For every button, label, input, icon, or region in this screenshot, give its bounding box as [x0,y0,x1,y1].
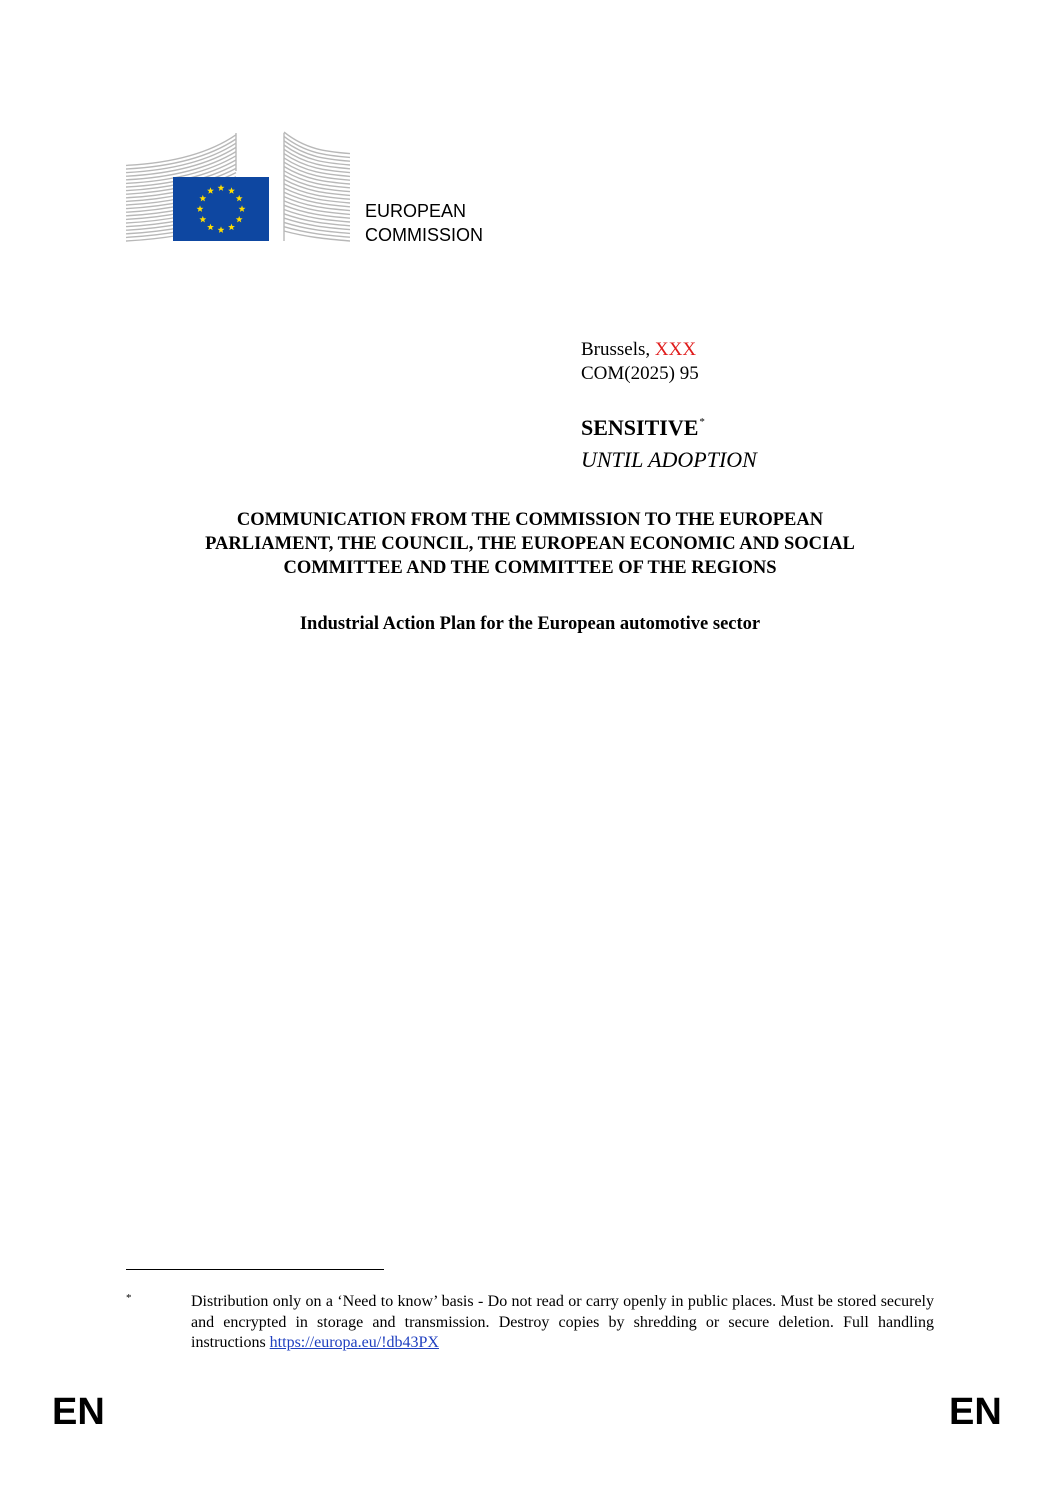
building-line [284,222,350,233]
european-commission-logo [126,131,350,243]
document-reference: COM(2025) 95 [581,363,699,384]
org-name-line1: EUROPEAN [365,201,467,221]
berlaymont-flag-emblem [126,131,350,243]
document-meta [581,338,699,386]
sensitivity-footnote-mark: * [699,416,705,428]
place-label: Brussels, [581,339,655,360]
sensitivity-sublabel: UNTIL ADOPTION [581,447,757,472]
footnote-text [191,1292,934,1354]
date-placeholder: XXX [654,339,697,360]
footnote-separator [126,1269,384,1270]
building-line [284,218,350,230]
building-line [284,214,350,226]
footnote-body: Distribution only on a ‘Need to know’ basis - Do not read or carry openly in public places. Must be stored securely and encrypted in storage and transmission. Destroy copies by shredding or secure deletion. Full handling instructions [191,1293,934,1351]
title-line-2: PARLIAMENT, THE COUNCIL, THE EUROPEAN ECONOMIC AND SOCIAL [205,534,855,554]
language-code-right: EN [949,1391,1002,1433]
org-name-line2: COMMISSION [365,225,484,245]
place-date-line [581,338,699,362]
document-subtitle: Industrial Action Plan for the European automotive sector [299,614,761,634]
sensitivity-marking [581,408,757,474]
communication-title [120,508,940,580]
sensitivity-label: SENSITIVE [581,415,699,440]
title-line-3: COMMITTEE AND THE COMMITTEE OF THE REGIONS [283,558,777,578]
language-code-left: EN [52,1391,105,1433]
building-line [284,210,350,223]
organization-name [365,199,483,247]
handling-instructions-link[interactable]: https://europa.eu/!db43PX [269,1334,439,1351]
title-line-1: COMMUNICATION FROM THE COMMISSION TO THE EUROPEAN [236,510,824,530]
sensitivity-label-line [581,408,757,442]
footnote-mark: * [126,1292,132,1304]
